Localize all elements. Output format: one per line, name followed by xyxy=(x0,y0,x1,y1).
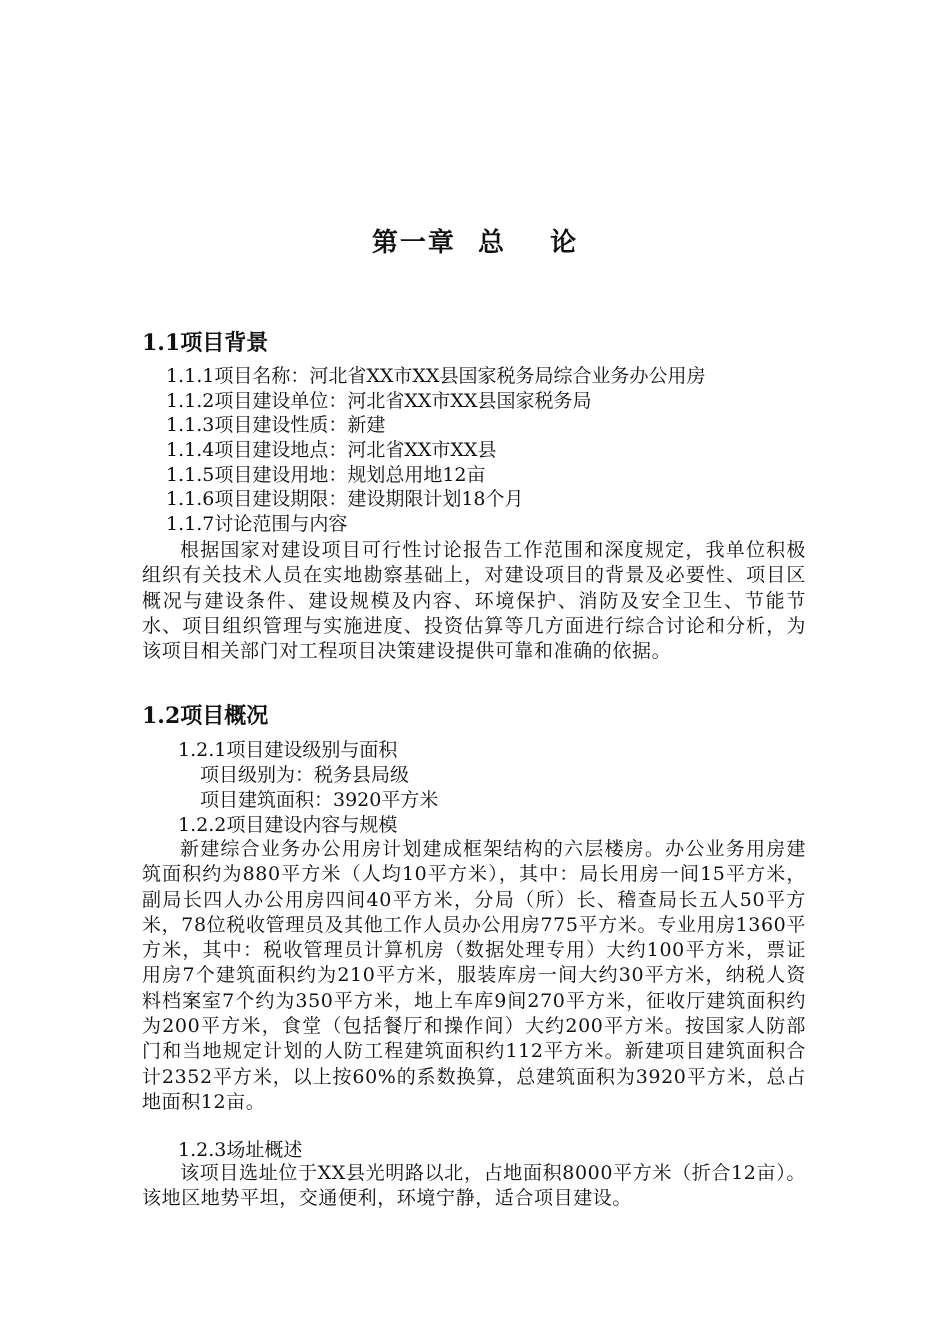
project-area: 项目建筑面积：3920平方米 xyxy=(200,789,439,811)
section-heading-overview: 1.2项目概况 xyxy=(142,703,269,729)
item-scope-title: 1.1.7讨论范围与内容 xyxy=(166,513,348,535)
sub-level-area-title: 1.2.1项目建设级别与面积 xyxy=(178,739,398,761)
scope-paragraph: 根据国家对建设项目可行性讨论报告工作范围和深度规定，我单位积极组织有关技术人员在实地勘察基础上，对建设项目的背景及必要性、项目区概况与建设条件、建设规模及内容、环境保护、消防及安全卫生、节能节水、项目组织管理与实施进度、投资估算等几方面进行综合讨论和分析，为该项目相关部门对工程项目决策建设提供可靠和准确的依据。 xyxy=(142,539,806,663)
item-project-land: 1.1.5项目建设用地：规划总用地12亩 xyxy=(166,464,486,486)
item-project-location: 1.1.4项目建设地点：河北省XX市XX县 xyxy=(166,439,497,461)
sub-content-title: 1.2.2项目建设内容与规模 xyxy=(178,814,398,836)
item-project-unit: 1.1.2项目建设单位：河北省XX市XX县国家税务局 xyxy=(166,390,592,412)
section-heading-background: 1.1项目背景 xyxy=(142,330,269,356)
item-project-nature: 1.1.3项目建设性质：新建 xyxy=(166,414,386,436)
project-level: 项目级别为：税务县局级 xyxy=(200,764,410,786)
item-project-period: 1.1.6项目建设期限：建设期限计划18个月 xyxy=(166,488,524,510)
site-paragraph: 该项目选址位于XX县光明路以北，占地面积8000平方米（折合12亩）。该地区地势平坦，交通便利，环境宁静，适合项目建设。 xyxy=(142,1162,806,1210)
chapter-title: 第一章 总 论 xyxy=(371,228,579,258)
item-project-name: 1.1.1项目名称：河北省XX市XX县国家税务局综合业务办公用房 xyxy=(166,365,706,387)
sub-site-title: 1.2.3场址概述 xyxy=(178,1139,303,1161)
content-paragraph: 新建综合业务办公用房计划建成框架结构的六层楼房。办公业务用房建筑面积约为880平方米（人均10平方米），其中：局长用房一间15平方米，副局长四人办公用房四间40平方米，分局（所）长、稽查局长五人50平方米，78位税收管理员及其他工作人员办公用房775平方米。专业用房1360平方米，其中：税收管理员计算机房（数据处理专用）大约100平方米，票证用房7个建筑面积约为210平方米，服装库房一间大约30平方米，纳税人资料档案室7个约为350平方米，地上车库9间270平方米，征收厅建筑面积约为200平方米，食堂（包括餐厅和操作间）大约200平方米。按国家人防部门和当地规定计划的人防工程建筑面积约112平方米。新建项目建筑面积合计2352平方米，以上按60%的系数换算，总建筑面积为3920平方米，总占地面积12亩。 xyxy=(142,838,806,1113)
